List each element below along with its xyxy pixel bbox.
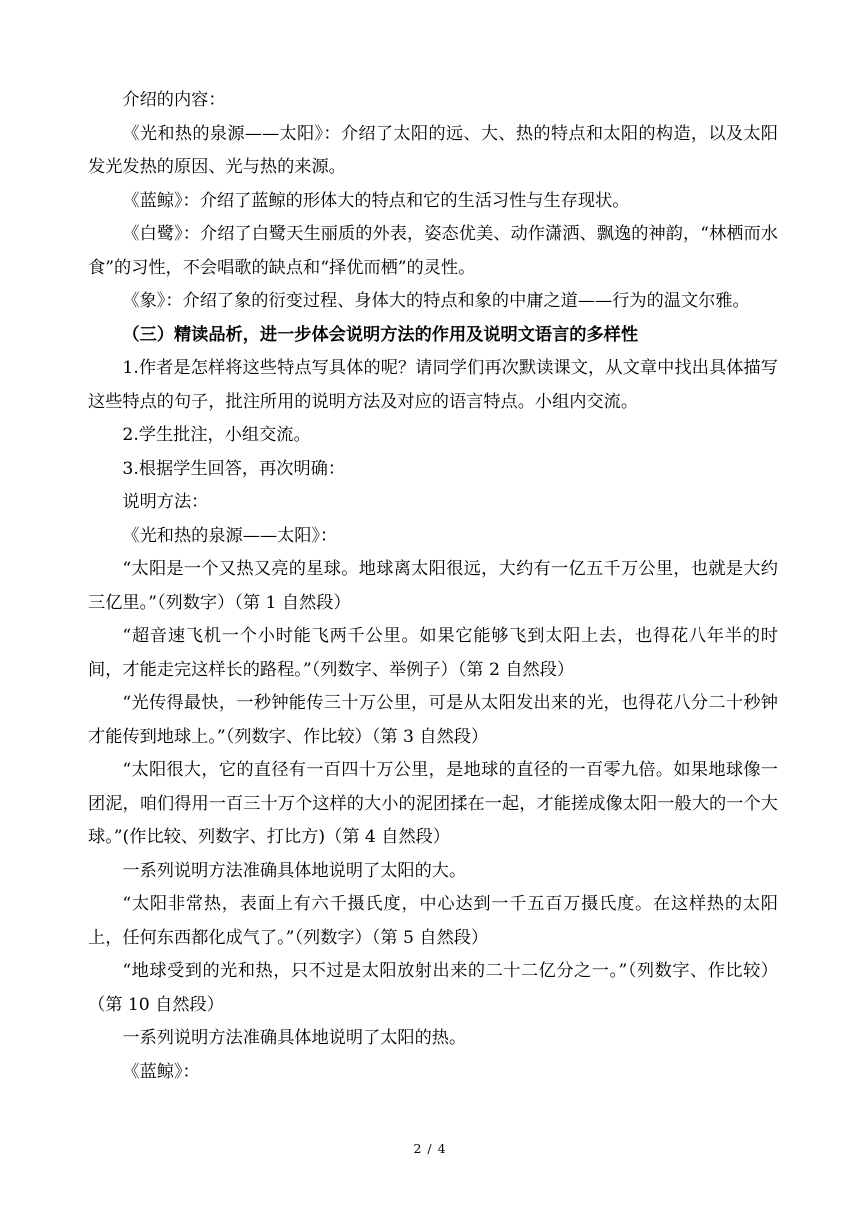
paragraph: 《白鹭》：介绍了白鹭天生丽质的外表，姿态优美、动作潇洒、飘逸的神韵，“林栖而水食”的习性，不会唱歌的缺点和“择优而栖”的灵性。	[88, 224, 778, 278]
paragraph: 2.学生批注，小组交流。	[122, 425, 311, 445]
paragraph: 《光和热的泉源——太阳》：介绍了太阳的远、大、热的特点和太阳的构造，以及太阳发光发热的原因、光与热的来源。	[88, 123, 778, 177]
paragraph: “太阳是一个又热又亮的星球。地球离太阳很远，大约有一亿五千万公里，也就是大约三亿里。”（列数字）（第 1 自然段）	[88, 559, 778, 613]
paragraph: 一系列说明方法准确具体地说明了太阳的热。	[122, 1028, 467, 1048]
paragraph: 《象》：介绍了象的衍变过程、身体大的特点和象的中庸之道——行为的温文尔雅。	[122, 291, 750, 311]
paragraph: 一系列说明方法准确具体地说明了太阳的大。	[122, 860, 467, 881]
paragraph: “光传得最快，一秒钟能传三十万公里，可是从太阳发出来的光，也得花八分二十秒钟才能传到地球上。”（列数字、作比较）（第 3 自然段）	[88, 693, 778, 747]
document-body	[88, 84, 778, 1089]
paragraph: 介绍的内容：	[122, 90, 226, 110]
section-heading: （三）精读品析，进一步体会说明方法的作用及说明文语言的多样性	[122, 324, 639, 345]
paragraph: 1.作者是怎样将这些特点写具体的呢？请同学们再次默读课文，从文章中找出具体描写这些特点的句子，批注所用的说明方法及对应的语言特点。小组内交流。	[88, 358, 778, 412]
paragraph: 《蓝鲸》：	[122, 1061, 200, 1082]
paragraph: “太阳非常热，表面上有六千摄氏度，中心达到一千五百万摄氏度。在这样热的太阳上，任何东西都化成气了。”（列数字）（第 5 自然段）	[88, 894, 778, 948]
paragraph: “地球受到的光和热，只不过是太阳放射出来的二十二亿分之一。”（列数字、作比较）（第 10 自然段）	[88, 961, 778, 1015]
paragraph: 3.根据学生回答，再次明确：	[122, 458, 346, 479]
paragraph: “太阳很大，它的直径有一百四十万公里，是地球的直径的一百零九倍。如果地球像一团泥，咱们得用一百三十万个这样的大小的泥团揉在一起，才能搓成像太阳一般大的一个大球。”(作比较、列数字、打比方)（第 4 自然段）	[88, 760, 778, 847]
paragraph: 说明方法：	[122, 492, 209, 512]
paragraph: 《光和热的泉源——太阳》：	[122, 525, 338, 546]
page-number: 2 / 4	[413, 1141, 447, 1156]
paragraph: “超音速飞机一个小时能飞两千公里。如果它能够飞到太阳上去，也得花八年半的时间，才能走完这样长的路程。”（列数字、举例子）（第 2 自然段）	[88, 626, 778, 680]
paragraph: 《蓝鲸》：介绍了蓝鲸的形体大的特点和它的生活习性与生存现状。	[122, 190, 630, 211]
